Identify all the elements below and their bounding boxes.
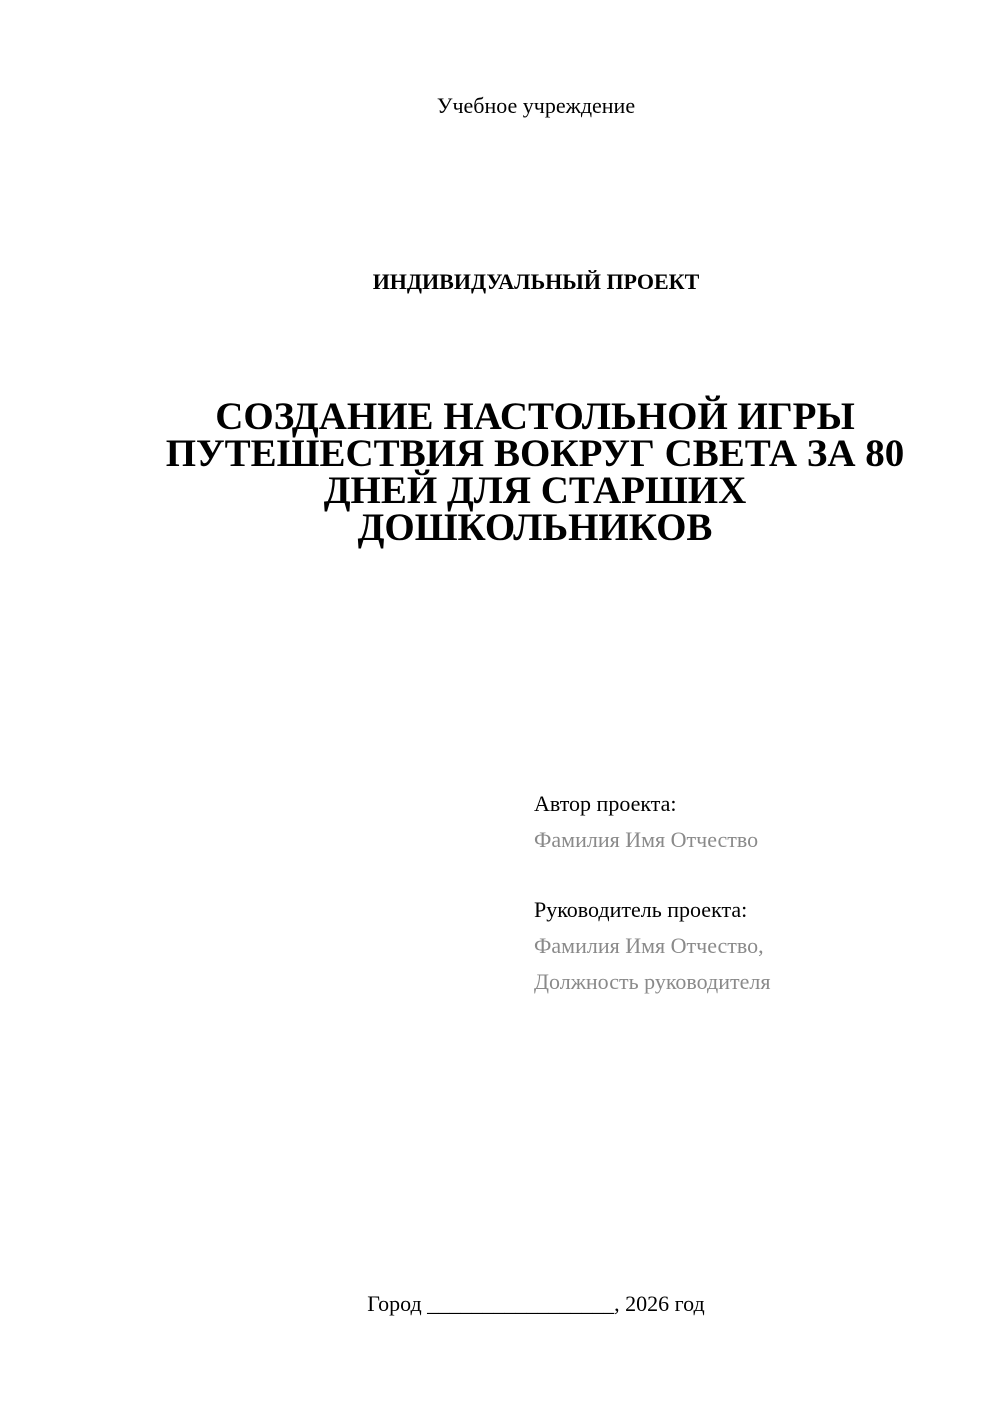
project-title-line: ДОШКОЛЬНИКОВ bbox=[357, 506, 713, 549]
project-title-line: ДНЕЙ ДЛЯ СТАРШИХ bbox=[323, 469, 747, 512]
project-title-line: СОЗДАНИЕ НАСТОЛЬНОЙ ИГРЫ bbox=[215, 395, 855, 438]
supervisor-label: Руководитель проекта: bbox=[534, 897, 748, 922]
supervisor-name: Фамилия Имя Отчество, bbox=[534, 933, 764, 958]
project-title-line: ПУТЕШЕСТВИЯ ВОКРУГ СВЕТА ЗА 80 bbox=[165, 432, 905, 475]
author-block bbox=[534, 786, 974, 858]
project-title bbox=[110, 395, 960, 549]
supervisor-position: Должность руководителя bbox=[534, 969, 771, 994]
author-label: Автор проекта: bbox=[534, 791, 677, 816]
city-year-line: Город _________________, 2026 год bbox=[367, 1291, 705, 1316]
supervisor-block bbox=[534, 892, 974, 1000]
author-name: Фамилия Имя Отчество bbox=[534, 827, 759, 852]
project-type-heading: ИНДИВИДУАЛЬНЫЙ ПРОЕКТ bbox=[372, 269, 700, 294]
institution-name: Учебное учреждение bbox=[436, 93, 636, 118]
